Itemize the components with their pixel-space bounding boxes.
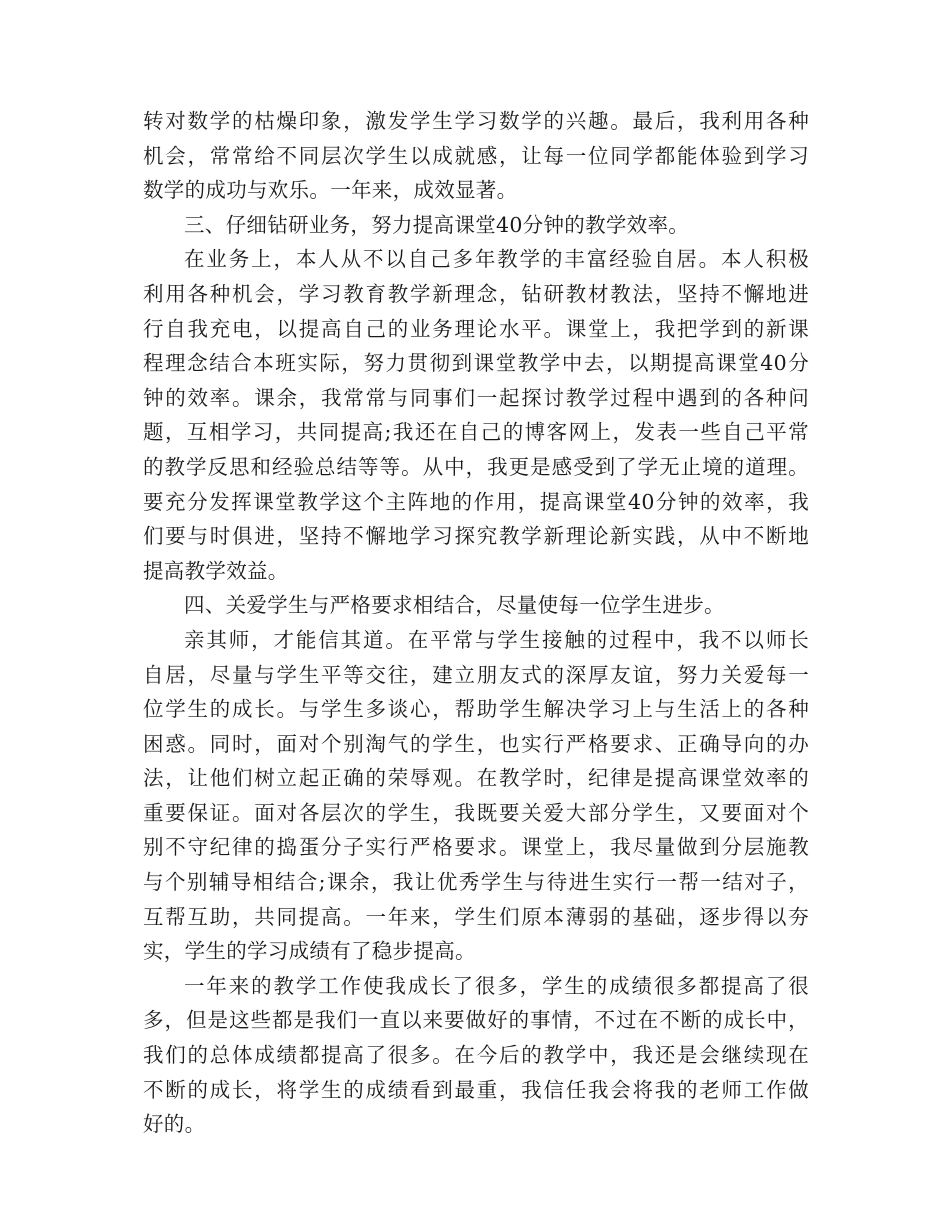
text-line: 钟的效率。课余，我常常与同事们一起探讨教学过程中遇到的各种问 [143,385,809,410]
text-line: 提高教学效益。 [143,558,289,583]
text-line: 在业务上，本人从不以自己多年教学的丰富经验自居。本人积极 [184,247,809,272]
text-line: 互帮互助，共同提高。一年来，学生们原本薄弱的基础，逐步得以夯 [143,904,809,929]
text-line: 位学生的成长。与学生多谈心，帮助学生解决学习上与生活上的各种 [143,697,809,722]
text-line: 重要保证。面对各层次的学生，我既要关爱大部分学生，又要面对个 [143,800,809,825]
text-line: 的教学反思和经验总结等等。从中，我更是感受到了学无止境的道理。 [143,454,809,479]
document-body [143,104,809,1142]
text-line: 法，让他们树立起正确的荣辱观。在教学时，纪律是提高课堂效率的 [143,766,809,791]
text-line: 好的。 [143,1112,206,1137]
text-line: 与个别辅导相结合;课余，我让优秀学生与待进生实行一帮一结对子， [143,870,809,895]
text-line: 亲其师，才能信其道。在平常与学生接触的过程中，我不以师长 [184,627,809,652]
text-line: 数学的成功与欢乐。一年来，成效显著。 [143,178,518,203]
text-line: 行自我充电，以提高自己的业务理论水平。课堂上，我把学到的新课 [143,316,809,341]
text-line: 多，但是这些都是我们一直以来要做好的事情，不过在不断的成长中， [143,1008,809,1033]
text-line: 要充分发挥课堂教学这个主阵地的作用，提高课堂40分钟的效率，我 [143,489,809,514]
text-line: 一年来的教学工作使我成长了很多，学生的成绩很多都提高了很 [184,973,809,998]
text-line: 题，互相学习，共同提高;我还在自己的博客网上，发表一些自己平常 [143,420,809,445]
text-line: 四、关爱学生与严格要求相结合，尽量使每一位学生进步。 [184,593,725,618]
text-line: 实，学生的学习成绩有了稳步提高。 [143,939,476,964]
text-line: 利用各种机会，学习教育教学新理念，钻研教材教法，坚持不懈地进 [143,281,809,306]
text-line: 程理念结合本班实际，努力贯彻到课堂教学中去，以期提高课堂40分 [143,351,809,376]
text-line: 三、仔细钻研业务，努力提高课堂40分钟的教学效率。 [184,212,690,237]
text-line: 自居，尽量与学生平等交往，建立朋友式的深厚友谊，努力关爱每一 [143,662,809,687]
text-line: 困惑。同时，面对个别淘气的学生，也实行严格要求、正确导向的办 [143,731,809,756]
text-line: 别不守纪律的捣蛋分子实行严格要求。课堂上，我尽量做到分层施教 [143,835,809,860]
text-line: 不断的成长，将学生的成绩看到最重，我信任我会将我的老师工作做 [143,1077,809,1102]
text-line: 们要与时俱进，坚持不懈地学习探究教学新理论新实践，从中不断地 [143,524,809,549]
text-line: 我们的总体成绩都提高了很多。在今后的教学中，我还是会继续现在 [143,1043,809,1068]
text-line: 转对数学的枯燥印象，激发学生学习数学的兴趣。最后，我利用各种 [143,109,809,133]
text-line: 机会，常常给不同层次学生以成就感，让每一位同学都能体验到学习 [143,143,809,168]
